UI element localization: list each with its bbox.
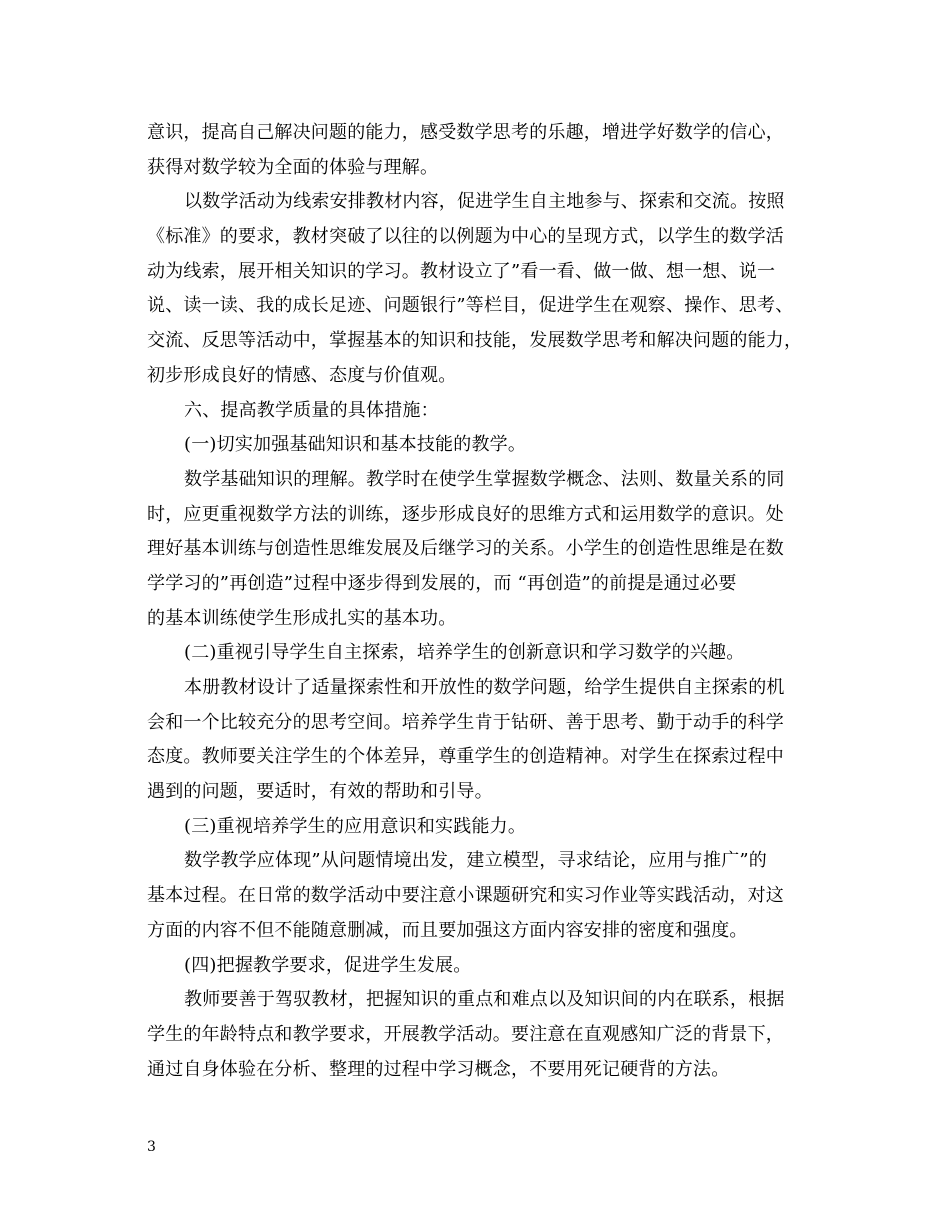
text-line: 遇到的问题，要适时，有效的帮助和引导。: [147, 781, 493, 803]
paragraph-start-line: 以数学活动为线索安排教材内容，促进学生自主地参与、探索和交流。按照: [184, 191, 785, 213]
subsection-heading: (二)重视引导学生自主探索，培养学生的创新意识和学习数学的兴趣。: [184, 642, 745, 664]
text-line: 通过自身体验在分析、整理的过程中学习概念，不要用死记硬背的方法。: [147, 1058, 730, 1080]
text-line: 初步形成良好的情感、态度与价值观。: [147, 364, 457, 386]
text-line: 基本过程。在日常的数学活动中要注意小课题研究和实习作业等实践活动，对这: [147, 885, 784, 907]
text-line: 获得对数学较为全面的体验与理解。: [147, 156, 439, 178]
subsection-heading: (三)重视培养学生的应用意识和实践能力。: [184, 815, 527, 837]
text-line: 态度。教师要关注学生的个体差异，尊重学生的创造精神。对学生在探索过程中: [147, 746, 784, 768]
text-line: 动为线索，展开相关知识的学习。教材设立了”看一看、做一做、想一想、说一: [147, 260, 776, 282]
text-line: 学学习的”再创造”过程中逐步得到发展的，而 “再创造”的前提是通过必要: [147, 572, 737, 594]
paragraph-start-line: 教师要善于驾驭教材，把握知识的重点和难点以及知识间的内在联系，根据: [184, 989, 785, 1011]
text-line: 说、读一读、我的成长足迹、问题银行”等栏目，促进学生在观察、操作、思考、: [147, 295, 794, 317]
paragraph-start-line: 数学基础知识的理解。教学时在使学生掌握数学概念、法则、数量关系的同: [184, 468, 785, 490]
text-line: 会和一个比较充分的思考空间。培养学生肯于钻研、善于思考、勤于动手的科学: [147, 711, 784, 733]
paragraph-start-line: 本册教材设计了适量探索性和开放性的数学问题，给学生提供自主探索的机: [184, 677, 785, 698]
text-line: 交流、反思等活动中，掌握基本的知识和技能，发展数学思考和解决问题的能力，: [147, 330, 803, 352]
section-heading: 六、提高教学质量的具体措施：: [184, 399, 439, 421]
subsection-heading: (一)切实加强基础知识和基本技能的教学。: [184, 434, 527, 456]
subsection-heading: (四)把握教学要求，促进学生发展。: [184, 954, 472, 976]
text-line: 理好基本训练与创造性思维发展及后继学习的关系。小学生的创造性思维是在数: [147, 538, 784, 560]
page-number: 3: [147, 1139, 156, 1155]
text-line: 时，应更重视数学方法的训练，逐步形成良好的思维方式和运用数学的意识。处: [147, 503, 784, 525]
text-line: 意识，提高自己解决问题的能力，感受数学思考的乐趣，增进学好数学的信心，: [147, 122, 784, 143]
text-line: 学生的年龄特点和教学要求，开展教学活动。要注意在直观感知广泛的背景下，: [147, 1023, 784, 1045]
paragraph-start-line: 数学教学应体现”从问题情境出发，建立模型，寻求结论，应用与推广”的: [184, 850, 768, 872]
text-line: 的基本训练使学生形成扎实的基本功。: [147, 607, 457, 629]
body-text: [147, 116, 812, 1087]
text-line: 方面的内容不但不能随意删减，而且要加强这方面内容安排的密度和强度。: [147, 919, 748, 941]
text-line: 《标准》的要求，教材突破了以往的以例题为中心的呈现方式，以学生的数学活: [147, 226, 784, 248]
